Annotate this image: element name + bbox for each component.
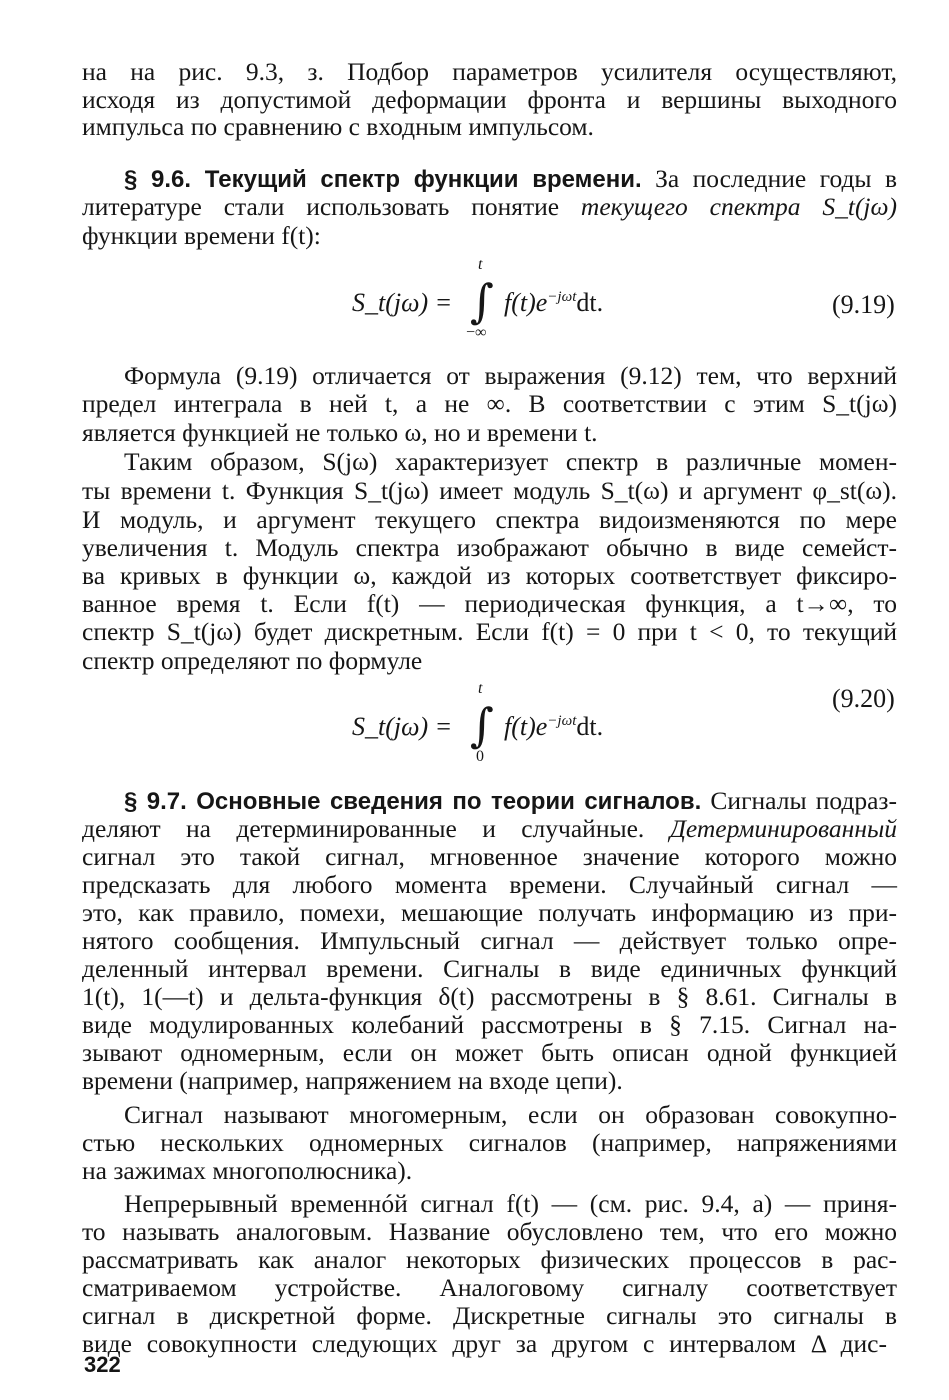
section-heading-line: § 9.6. Текущий спектр функции времени. За последние годы в	[124, 164, 898, 193]
text-line: деляют на детерминированные и случайные. Детерминированный	[82, 814, 897, 843]
integral-sign: ∫	[470, 698, 494, 752]
text-line: сигнал в дискретной форме. Дискретные сигналы это сигналы в	[82, 1301, 897, 1330]
text-line: ванное время t. Если f(t) — периодическая функция, а t→∞, то	[82, 589, 897, 618]
text-line: предел интеграла в ней t, а не ∞. В соответствии с этим S_t(jω)	[82, 389, 897, 418]
section-heading-line: § 9.7. Основные сведения по теории сигналов. Сигналы подраз-	[124, 786, 897, 815]
text-line: ва кривых в функции ω, каждой из которых соответствует фиксиро-	[82, 561, 897, 590]
text-line: на зажимах многополюсника).	[82, 1156, 413, 1185]
text-line: 1(t), 1(—t) и дельта-функция δ(t) рассмотрены в § 8.61. Сигналы в	[82, 982, 897, 1011]
integral-lower-limit: 0	[476, 748, 484, 765]
section-heading-9-6: § 9.6. Текущий спектр функции времени.	[124, 166, 642, 193]
page-number: 322	[84, 1352, 121, 1377]
text-line: увеличения t. Модуль спектра изображают обычно в виде семейст-	[82, 533, 897, 562]
section-heading-9-7: § 9.7. Основные сведения по теории сигналов.	[124, 788, 702, 815]
text-line: спектр S_t(jω) будет дискретным. Если f(t) = 0 при t < 0, то текущий	[82, 617, 897, 646]
text-line: ты времени t. Функция S_t(jω) имеет модуль S_t(ω) и аргумент φ_st(ω).	[82, 476, 897, 505]
text-line: на на рис. 9.3, з. Подбор параметров усилителя осуществляют,	[82, 57, 897, 86]
text-line: рассматривать как аналог некоторых физических процессов в рас-	[82, 1245, 897, 1274]
integral-lower-limit: −∞	[466, 324, 487, 341]
text-line: Формула (9.19) отличается от выражения (9.12) тем, что верхний	[124, 361, 897, 390]
text-line: времени (например, напряжением на входе цепи).	[82, 1066, 623, 1095]
formula-integrand: $f(t)e^{-j\omega t}dt$.	[504, 288, 604, 317]
integral-sign: ∫	[470, 274, 494, 328]
text-line: спектр определяют по формуле	[82, 646, 423, 675]
term-deterministic: Детерминированный	[669, 814, 897, 843]
equation-number: (9.20)	[832, 684, 895, 713]
text-line: Сигнал называют многомерным, если он образован совокупно-	[124, 1100, 897, 1129]
text-line: импульса по сравнению с входным импульсом.	[82, 112, 594, 141]
text-line: литературе стали использовать понятие текущего спектра S_t(jω)	[82, 192, 898, 221]
formula-integrand: $f(t)e^{-j\omega t}dt$.	[504, 712, 604, 741]
text-line: Непрерывный временнóй сигнал f(t) — (см. рис. 9.4, a) — приня-	[124, 1189, 897, 1218]
text-line: функции времени f(t):	[82, 221, 321, 250]
text-line: виде совокупности следующих друг за другом с интервалом Δ дис-	[82, 1329, 887, 1358]
text-line: деленный интервал времени. Сигналы в виде единичных функций	[82, 954, 897, 983]
text-line: И модуль, и аргумент текущего спектра видоизменяются по мере	[82, 505, 897, 534]
text-line: нятого сообщения. Импульсный сигнал — действует только опре-	[82, 926, 897, 955]
formula-lhs: S_t(jω) =	[352, 712, 453, 741]
text-line: зывают одномерным, если он может быть описан одной функцией	[82, 1038, 897, 1067]
text-line: это, как правило, помехи, мешающие получать информацию из при-	[82, 898, 897, 927]
text-line: стью нескольких одномерных сигналов (например, напряжениями	[82, 1128, 897, 1157]
text-line: сматриваемом устройстве. Аналоговому сигналу соответствует	[82, 1273, 897, 1302]
text-line: Таким образом, S(jω) характеризует спектр в различные момен-	[124, 447, 897, 476]
text-line: исходя из допустимой деформации фронта и вершины выходного	[82, 85, 897, 114]
integral-upper-limit: t	[478, 256, 483, 273]
text-line: то называть аналоговым. Название обусловлено тем, что его можно	[82, 1217, 897, 1246]
text-line: является функцией не только ω, но и времени t.	[82, 418, 598, 447]
text-line: предсказать для любого момента времени. Случайный сигнал —	[82, 870, 897, 899]
formula-lhs: S_t(jω) =	[352, 288, 453, 317]
integral-upper-limit: t	[478, 680, 483, 697]
text-line: сигнал это такой сигнал, мгновенное значение которого можно	[82, 842, 897, 871]
text-line: виде модулированных колебаний рассмотрены в § 7.15. Сигнал на-	[82, 1010, 897, 1039]
equation-number: (9.19)	[832, 290, 895, 319]
term-current-spectrum: текущего спектра	[580, 192, 801, 221]
